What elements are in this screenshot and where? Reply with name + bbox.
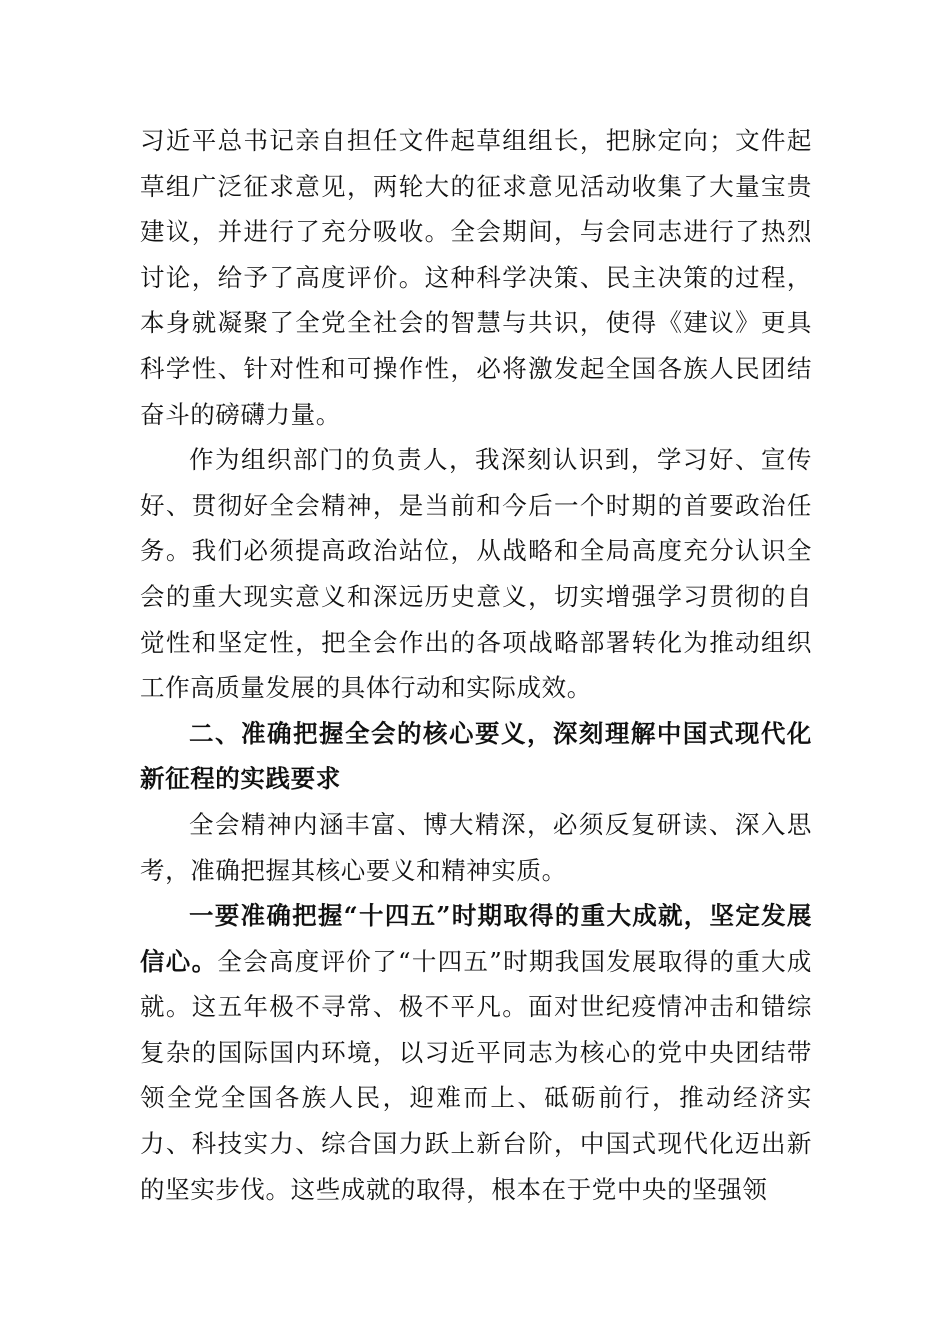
paragraph-responsibility: 作为组织部门的负责人，我深刻认识到，学习好、宣传好、贯彻好全会精神，是当前和今后一个时期的首要政治任务。我们必须提高政治站位，从战略和全局高度充分认识全会的重大现实意义和深远历史意义，切实增强学习贯彻的自觉性和坚定性，把全会作出的各项战略部署转化为推动组织工作高质量发展的具体行动和实际成效。 <box>140 445 812 703</box>
paragraph-body: 全会高度评价了“十四五”时期我国发展取得的重大成就。这五年极不寻常、极不平凡。面对世纪疫情冲击和错综复杂的国际国内环境，以习近平同志为核心的党中央团结带领全党全国各族人民，迎难而上、砥砺前行，推动经济实力、科技实力、综合国力跃上新台阶，中国式现代化迈出新的坚实步伐。这些成就的取得，根本在于党中央的坚强领 <box>140 946 812 1204</box>
document-page <box>140 118 812 1212</box>
paragraph-continuation: 习近平总书记亲自担任文件起草组组长，把脉定向；文件起草组广泛征求意见，两轮大的征求意见活动收集了大量宝贵建议，并进行了充分吸收。全会期间，与会同志进行了热烈讨论，给予了高度评价。这种科学决策、民主决策的过程，本身就凝聚了全党全社会的智慧与共识，使得《建议》更具科学性、针对性和可操作性，必将激发起全国各族人民团结奋斗的磅礴力量。 <box>140 126 812 429</box>
paragraph-intro: 全会精神内涵丰富、博大精深，必须反复研读、深入思考，准确把握其核心要义和精神实质。 <box>140 809 812 885</box>
paragraph-lead-bold: 一要准确把握“十四五”时期取得的重大成就，坚定发展信心。 <box>140 901 812 976</box>
paragraph-achievements <box>140 893 812 1212</box>
section-heading-two: 二、准确把握全会的核心要义，深刻理解中国式现代化新征程的实践要求 <box>140 718 812 794</box>
